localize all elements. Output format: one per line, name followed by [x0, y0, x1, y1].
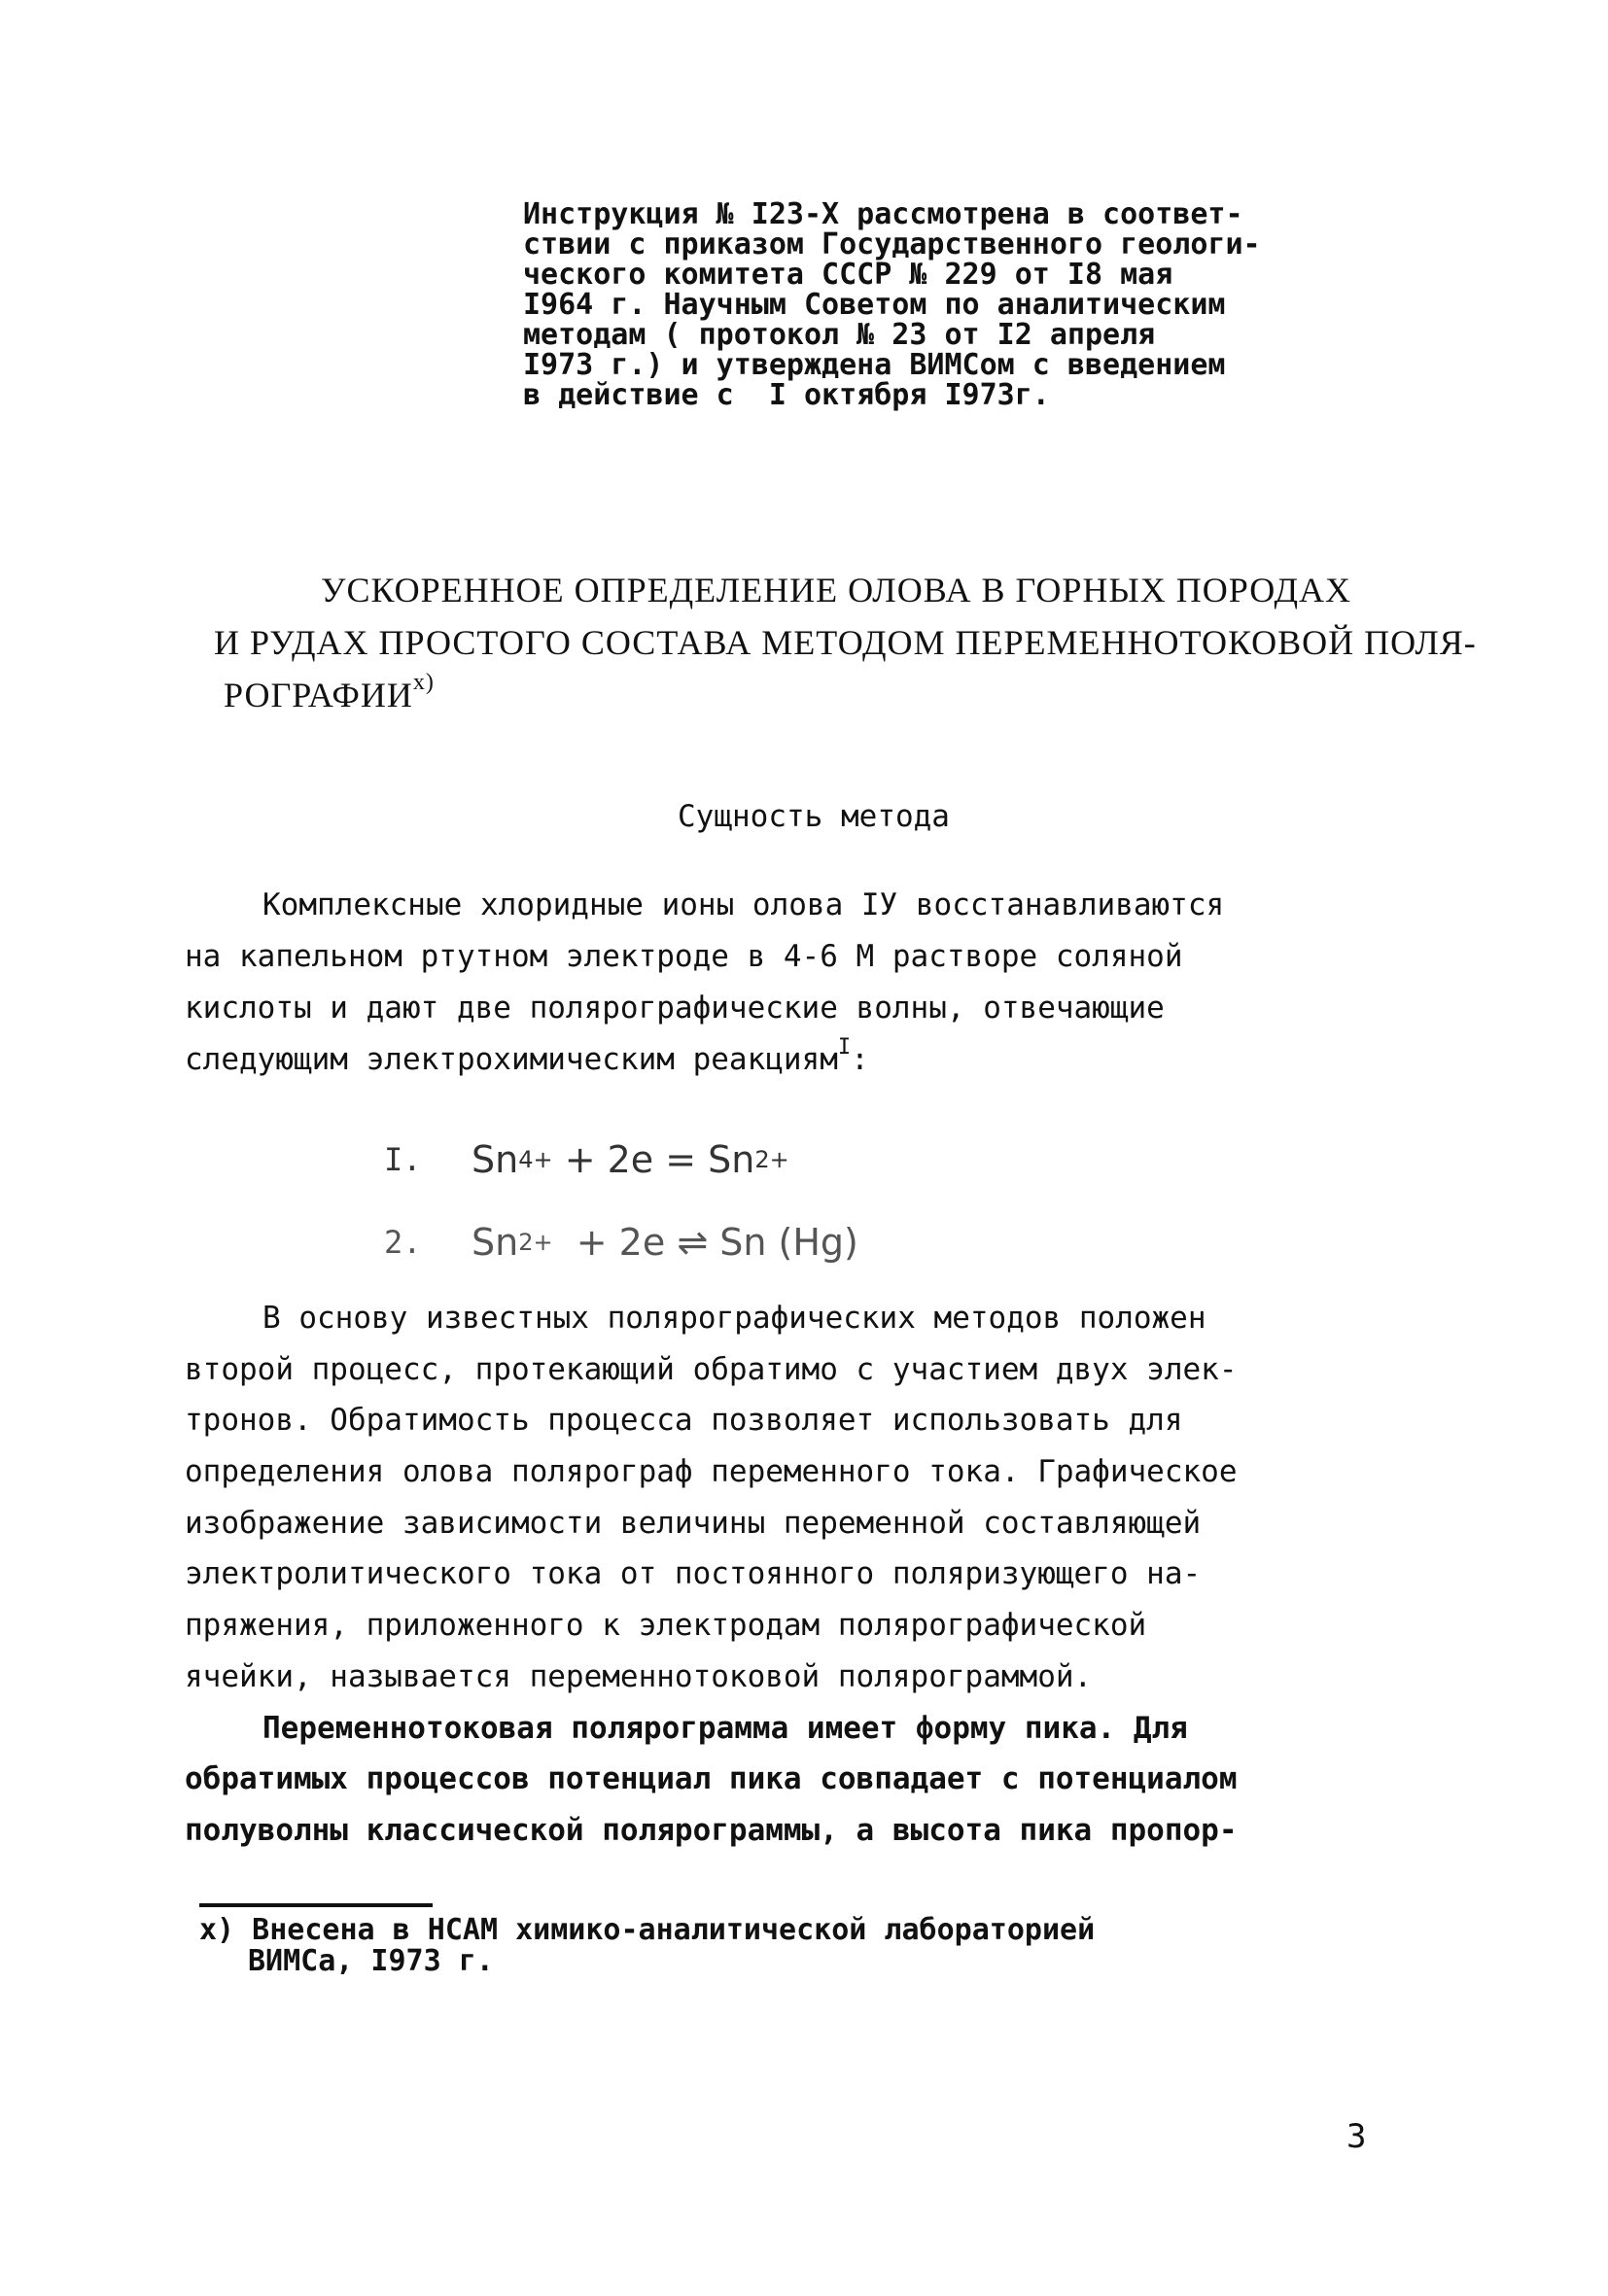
paragraph-line: ячейки, называется переменнотоковой полярограммой.: [185, 1658, 1093, 1694]
paragraph-line: изображение зависимости величины переменной составляющей: [185, 1505, 1202, 1541]
paragraph-line: пряжения, приложенного к электродам полярографической: [185, 1608, 1147, 1644]
paragraph-line: Переменнотоковая полярограмма имеет форму пика. Для: [262, 1710, 1188, 1746]
paragraph-1: [185, 880, 1410, 1086]
paragraph-line: кислоты и дают две полярографические волны, отвечающие: [185, 991, 1165, 1026]
paragraph-2: [185, 1293, 1419, 1857]
title-line-3-text: РОГРАФИИ: [224, 676, 413, 714]
approval-line: I964 г. Научным Советом по аналитическим: [523, 288, 1226, 322]
title-footnote-mark: x): [412, 670, 435, 695]
paragraph-line: [185, 1034, 1410, 1086]
equations-block: [384, 1118, 1065, 1283]
equation-lhs: Sn: [472, 1137, 519, 1181]
section-heading: [0, 797, 1608, 836]
footnote-divider: [199, 1903, 433, 1907]
approval-line: в действие с I октября I973г.: [523, 378, 1050, 412]
title-line-3: [214, 669, 1410, 721]
section-heading-text: Сущность метода: [678, 799, 950, 834]
paragraph-line: В основу известных полярографических методов положен: [262, 1301, 1206, 1336]
equation-2: 2. Sn 2+ + 2e ⇌ Sn (Hg): [384, 1220, 858, 1264]
footnote-line: ВИМСа, I973 г.: [248, 1944, 494, 1978]
paragraph-line-text: следующим электрохимическим реакциям: [185, 1042, 838, 1077]
footnote-line: х) Внесена в НСАМ химико-аналитической лабораторией: [199, 1913, 1096, 1947]
paragraph-line: на капельном ртутном электроде в 4-6 М растворе соляной: [185, 939, 1183, 974]
colon: :: [851, 1042, 869, 1077]
paragraph-line: Комплексные хлоридные ионы олова IУ восстанавливаются: [262, 887, 1225, 922]
paragraph-line: обратимых процессов потенциал пика совпадает с потенциалом: [185, 1761, 1238, 1797]
footnote: [199, 1915, 1366, 1977]
equation-number: I.: [384, 1140, 422, 1178]
paragraph-line: второй процесс, протекающий обратимо с участием двух элек-: [185, 1351, 1238, 1387]
title-line-1: УСКОРЕННОЕ ОПРЕДЕЛЕНИЕ ОЛОВА В ГОРНЫХ ПОРОДАХ: [321, 571, 1351, 609]
paragraph-line: определения олова полярограф переменного тока. Графическое: [185, 1454, 1238, 1490]
equation-lhs: Sn: [472, 1220, 519, 1264]
paragraph-line: полуволны классической полярограммы, а высота пика пропор-: [185, 1812, 1238, 1848]
page-number: 3: [1346, 2117, 1367, 2156]
approval-line: I973 г.) и утверждена ВИМСом с введением: [523, 348, 1226, 382]
equation-mid: + 2e = Sn: [552, 1137, 755, 1181]
paragraph-line: электролитического тока от постоянного поляризующего на-: [185, 1556, 1202, 1592]
approval-line: ческого комитета СССР № 229 от I8 мая: [523, 258, 1173, 292]
approval-note: [523, 199, 1398, 410]
reference-mark: I: [837, 1035, 852, 1060]
equation-1: I. Sn 4+ + 2e = Sn 2+: [384, 1137, 789, 1181]
approval-line: методам ( протокол № 23 от I2 апреля: [523, 318, 1156, 352]
document-title: [214, 564, 1477, 721]
equation-mid: + 2e ⇌ Sn (Hg): [552, 1220, 858, 1264]
equation-number: 2.: [384, 1223, 422, 1261]
paragraph-line: тронов. Обратимость процесса позволяет использовать для: [185, 1403, 1183, 1439]
title-line-2: И РУДАХ ПРОСТОГО СОСТАВА МЕТОДОМ ПЕРЕМЕННОТОКОВОЙ ПОЛЯ-: [214, 623, 1477, 662]
approval-line: ствии с приказом Государственного геологи-: [523, 227, 1261, 261]
approval-line: Инструкция № I23-X рассмотрена в соответ-: [523, 197, 1243, 231]
